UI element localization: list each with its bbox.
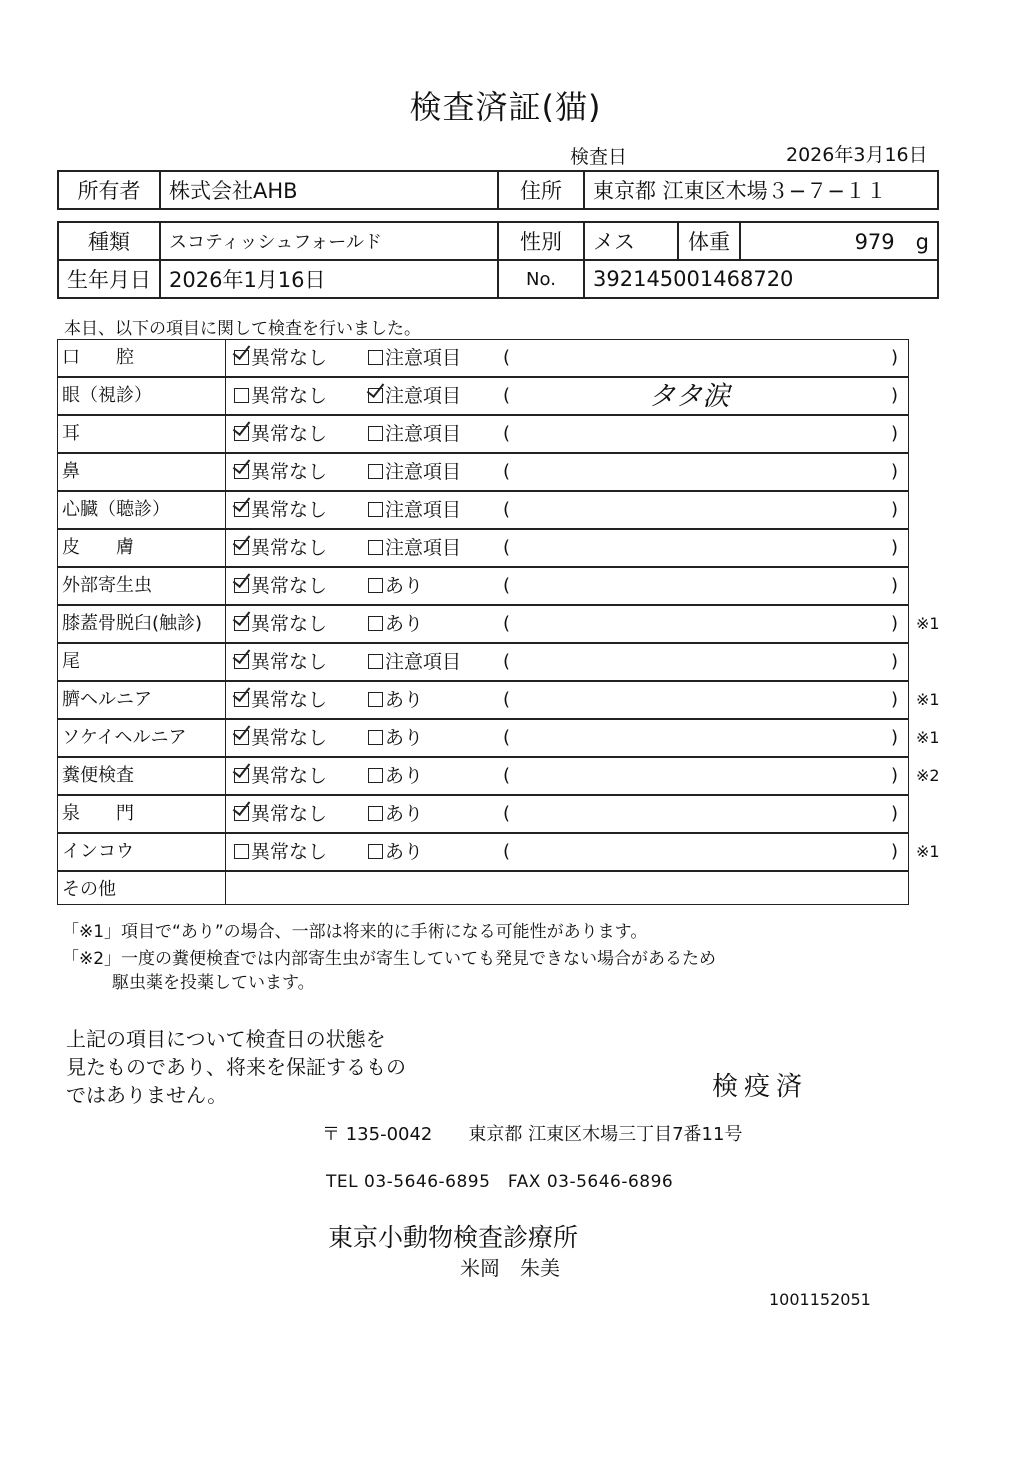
paren-close: ): [891, 423, 899, 444]
footnote-mark: ※1: [916, 728, 940, 747]
paren-open: (: [503, 841, 511, 862]
no-abnormality-option[interactable]: [234, 492, 327, 528]
document-title: 検査済証(猫): [409, 88, 602, 126]
no-abnormality-option[interactable]: [234, 378, 327, 414]
intro-text: 本日、以下の項目に関して検査を行いました。: [64, 319, 421, 339]
veterinarian-name: 米岡 朱美: [460, 1256, 560, 1280]
exam-row: [57, 491, 909, 529]
paren-close: ): [891, 461, 899, 482]
address-label: 住所: [498, 171, 584, 209]
exam-row: [57, 795, 909, 833]
paren-close: ): [891, 803, 899, 824]
option-label: あり: [385, 803, 424, 825]
paren-open: (: [503, 461, 511, 482]
disclaimer-line: 上記の項目について検査日の状態を: [66, 1027, 386, 1051]
option-label: 異常なし: [251, 689, 328, 711]
option-label: 異常なし: [251, 803, 328, 825]
option-label: 異常なし: [251, 841, 328, 863]
disclaimer: [66, 1025, 406, 1109]
footnote-mark: ※2: [916, 766, 940, 785]
breed-label: 種類: [58, 222, 160, 260]
exam-row-label: 膝蓋骨脱臼(触診): [58, 606, 226, 642]
checkbox[interactable]: [368, 426, 383, 441]
exam-row: [57, 529, 909, 567]
checked-checkbox[interactable]: [234, 768, 249, 783]
exam-row-label: 耳: [58, 416, 226, 452]
paren-close: ): [891, 765, 899, 786]
option-label: 異常なし: [251, 765, 328, 787]
birth-value: 2026年1月16日: [160, 260, 498, 298]
option-label: あり: [385, 689, 424, 711]
owner-table: [57, 170, 939, 210]
quarantine-stamp: 検疫済: [712, 1072, 809, 1102]
other-label: その他: [58, 872, 226, 904]
pet-table: [57, 221, 939, 299]
option-label: 注意項目: [385, 537, 462, 559]
finding-option[interactable]: [368, 796, 423, 832]
option-label: 注意項目: [385, 461, 462, 483]
checkbox[interactable]: [368, 464, 383, 479]
exam-row-label: 心臓（聴診）: [58, 492, 226, 528]
exam-row: [57, 643, 909, 681]
checkbox[interactable]: [368, 768, 383, 783]
exam-row: [57, 567, 909, 605]
exam-row: [57, 757, 940, 795]
exam-row-label: 鼻: [58, 454, 226, 490]
option-label: 異常なし: [251, 423, 328, 445]
option-label: あり: [385, 613, 424, 635]
paren-open: (: [503, 537, 511, 558]
checked-checkbox[interactable]: [234, 692, 249, 707]
option-label: 異常なし: [251, 727, 328, 749]
option-label: 異常なし: [251, 575, 328, 597]
paren-open: (: [503, 423, 511, 444]
option-label: 注意項目: [385, 651, 462, 673]
exam-row: [57, 453, 909, 491]
disclaimer-line: 見たものであり、将来を保証するもの: [66, 1055, 406, 1079]
checkbox[interactable]: [368, 578, 383, 593]
exam-row-label: インコウ: [58, 834, 226, 870]
checked-checkbox[interactable]: [234, 464, 249, 479]
no-abnormality-option[interactable]: [234, 530, 327, 566]
finding-option[interactable]: [368, 682, 423, 718]
checked-checkbox[interactable]: [234, 502, 249, 517]
option-label: 注意項目: [385, 385, 462, 407]
weight-label: 体重: [678, 222, 740, 260]
checkbox[interactable]: [368, 654, 383, 669]
paren-open: (: [503, 575, 511, 596]
checkbox[interactable]: [234, 844, 249, 859]
exam-row: [57, 415, 909, 453]
paren-open: (: [503, 651, 511, 672]
sex-value: メス: [584, 222, 678, 260]
option-label: 異常なし: [251, 347, 328, 369]
finding-option[interactable]: [368, 834, 423, 870]
no-abnormality-option[interactable]: [234, 568, 327, 604]
clinic-address: 〒 135-0042 東京都 江東区木場三丁目7番11号: [322, 1124, 743, 1145]
exam-row-label: 眼（視診）: [58, 378, 226, 414]
exam-row-label: 泉 門: [58, 796, 226, 832]
disclaimer-line: ではありません。: [66, 1083, 228, 1107]
exam-row-label: 外部寄生虫: [58, 568, 226, 604]
paren-open: (: [503, 385, 511, 406]
inspection-date-label: 検査日: [570, 146, 628, 168]
exam-row: [57, 339, 909, 377]
finding-option[interactable]: [368, 568, 423, 604]
option-label: 注意項目: [385, 347, 462, 369]
birth-label: 生年月日: [58, 260, 160, 298]
finding-option[interactable]: [368, 416, 461, 452]
paren-open: (: [503, 727, 511, 748]
finding-option[interactable]: [368, 492, 461, 528]
checkbox[interactable]: [368, 540, 383, 555]
owner-value: 株式会社AHB: [160, 171, 498, 209]
exam-row: [57, 719, 940, 757]
option-label: あり: [385, 727, 424, 749]
no-value: 392145001468720: [584, 260, 938, 298]
option-label: 異常なし: [251, 499, 328, 521]
paren-close: ): [891, 689, 899, 710]
exam-row-other: [57, 871, 909, 905]
paren-close: ): [891, 613, 899, 634]
checked-checkbox[interactable]: [234, 426, 249, 441]
checked-checkbox[interactable]: [234, 540, 249, 555]
no-abnormality-option[interactable]: [234, 416, 327, 452]
option-label: 異常なし: [251, 537, 328, 559]
finding-option[interactable]: [368, 378, 461, 414]
no-abnormality-option[interactable]: [234, 606, 327, 642]
exam-row-label: ソケイヘルニア: [58, 720, 226, 756]
checkbox[interactable]: [368, 350, 383, 365]
finding-option[interactable]: [368, 454, 461, 490]
paren-open: (: [503, 689, 511, 710]
checkbox[interactable]: [368, 502, 383, 517]
exam-row-label: 口 腔: [58, 340, 226, 376]
checked-checkbox[interactable]: [234, 616, 249, 631]
breed-value: スコティッシュフォールド: [160, 222, 498, 260]
finding-option[interactable]: [368, 530, 461, 566]
no-abnormality-option[interactable]: [234, 340, 327, 376]
finding-option[interactable]: [368, 340, 461, 376]
weight-value: 979: [854, 230, 895, 254]
inspection-date: 2026年3月16日: [786, 144, 928, 166]
paren-open: (: [503, 765, 511, 786]
exam-row: [57, 833, 940, 871]
checkbox[interactable]: [368, 844, 383, 859]
weight-unit: g: [915, 230, 929, 254]
paren-open: (: [503, 613, 511, 634]
checked-checkbox[interactable]: [368, 388, 383, 403]
exam-row-label: 糞便検査: [58, 758, 226, 794]
checkbox[interactable]: [368, 806, 383, 821]
footnote-2-cont: 駆虫薬を投薬しています。: [112, 973, 315, 993]
option-label: 異常なし: [251, 613, 328, 635]
footnote-1: 「※1」項目で“あり”の場合、一部は将来的に手術になる可能性があります。: [62, 922, 648, 942]
paren-close: ): [891, 347, 899, 368]
paren-close: ): [891, 841, 899, 862]
exam-row-label: 臍ヘルニア: [58, 682, 226, 718]
owner-label: 所有者: [58, 171, 160, 209]
handwritten-note: タタ涙: [648, 381, 730, 412]
checked-checkbox[interactable]: [234, 578, 249, 593]
paren-close: ): [891, 651, 899, 672]
no-abnormality-option[interactable]: [234, 454, 327, 490]
checkbox[interactable]: [368, 730, 383, 745]
exam-row-label: 尾: [58, 644, 226, 680]
option-label: あり: [385, 841, 424, 863]
option-label: 注意項目: [385, 423, 462, 445]
no-abnormality-option[interactable]: [234, 682, 327, 718]
no-abnormality-option[interactable]: [234, 758, 327, 794]
footnote-mark: ※1: [916, 614, 940, 633]
no-abnormality-option[interactable]: [234, 720, 327, 756]
no-abnormality-option[interactable]: [234, 796, 327, 832]
option-label: あり: [385, 575, 424, 597]
address-value: 東京都 江東区木場３−７−１１: [584, 171, 938, 209]
paren-close: ): [891, 575, 899, 596]
paren-close: ): [891, 537, 899, 558]
option-label: 注意項目: [385, 499, 462, 521]
exam-row-label: 皮 膚: [58, 530, 226, 566]
checked-checkbox[interactable]: [234, 350, 249, 365]
checkbox[interactable]: [368, 692, 383, 707]
finding-option[interactable]: [368, 720, 423, 756]
paren-close: ): [891, 499, 899, 520]
exam-row: [57, 681, 940, 719]
option-label: 異常なし: [251, 385, 328, 407]
footnote-mark: ※1: [916, 842, 940, 861]
option-label: 異常なし: [251, 651, 328, 673]
checkbox[interactable]: [368, 616, 383, 631]
paren-open: (: [503, 499, 511, 520]
exam-row: [57, 377, 909, 415]
footnote-mark: ※1: [916, 690, 940, 709]
paren-close: ): [891, 727, 899, 748]
no-label: No.: [498, 260, 584, 298]
finding-option[interactable]: [368, 644, 461, 680]
checked-checkbox[interactable]: [234, 730, 249, 745]
exam-row: [57, 605, 940, 643]
finding-option[interactable]: [368, 758, 423, 794]
option-label: あり: [385, 765, 424, 787]
checked-checkbox[interactable]: [234, 806, 249, 821]
serial-number: 1001152051: [769, 1290, 871, 1309]
paren-open: (: [503, 347, 511, 368]
no-abnormality-option[interactable]: [234, 644, 327, 680]
finding-option[interactable]: [368, 606, 423, 642]
footnote-2: 「※2」一度の糞便検査では内部寄生虫が寄生していても発見できない場合があるため: [62, 949, 717, 969]
paren-open: (: [503, 803, 511, 824]
sex-label: 性別: [498, 222, 584, 260]
weight-cell: [740, 222, 938, 260]
clinic-phone: TEL 03-5646-6895 FAX 03-5646-6896: [326, 1172, 674, 1192]
no-abnormality-option[interactable]: [234, 834, 327, 870]
checkbox[interactable]: [234, 388, 249, 403]
checked-checkbox[interactable]: [234, 654, 249, 669]
paren-close: ): [891, 385, 899, 406]
option-label: 異常なし: [251, 461, 328, 483]
clinic-name: 東京小動物検査診療所: [328, 1223, 579, 1252]
